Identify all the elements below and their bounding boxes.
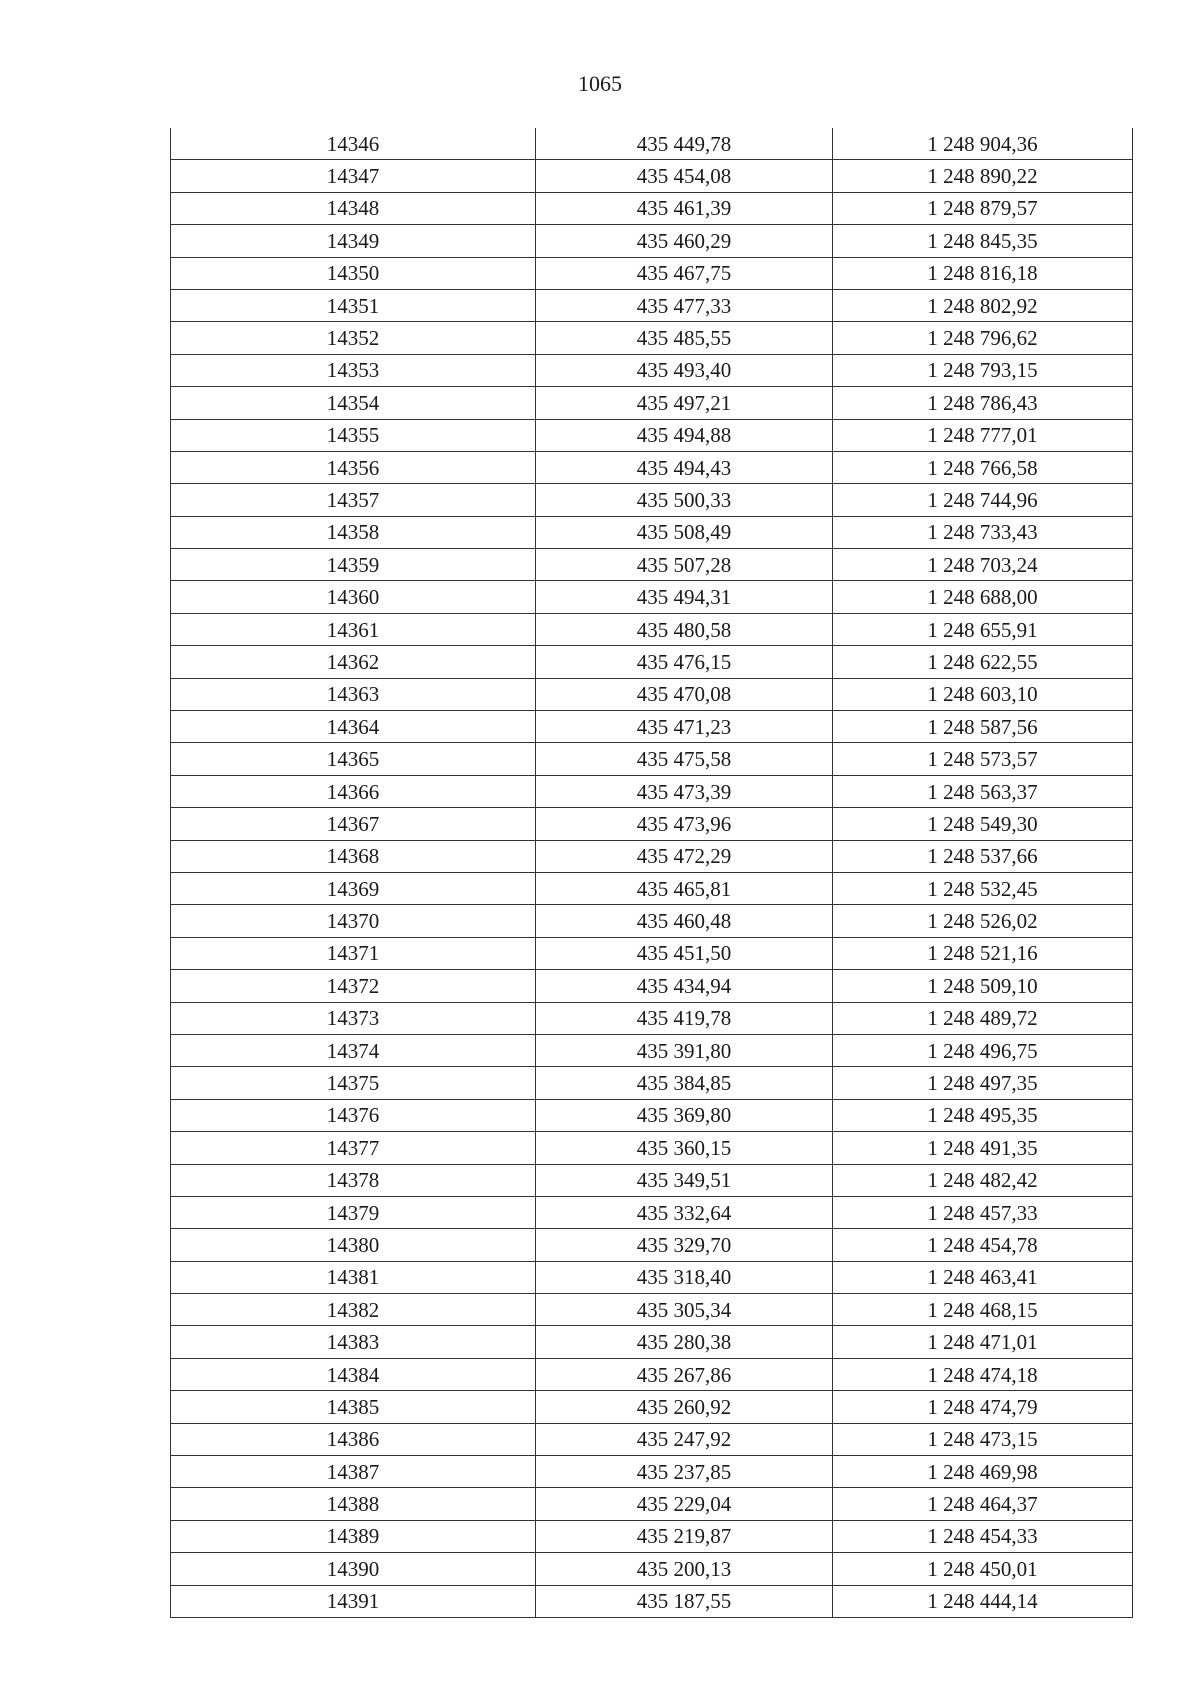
y-coordinate-cell: 1 248 496,75: [833, 1034, 1133, 1066]
point-number-cell: 14383: [171, 1326, 536, 1358]
table-row: [171, 484, 1133, 516]
y-coordinate-cell: 1 248 655,91: [833, 613, 1133, 645]
point-number-cell: 14376: [171, 1099, 536, 1131]
point-number-cell: 14362: [171, 646, 536, 678]
y-coordinate-cell: 1 248 473,15: [833, 1423, 1133, 1455]
x-coordinate-cell: 435 475,58: [536, 743, 833, 775]
point-number-cell: 14368: [171, 840, 536, 872]
table-row: [171, 646, 1133, 678]
y-coordinate-cell: 1 248 744,96: [833, 484, 1133, 516]
table-row: [171, 1067, 1133, 1099]
y-coordinate-cell: 1 248 563,37: [833, 775, 1133, 807]
x-coordinate-cell: 435 187,55: [536, 1585, 833, 1617]
point-number-cell: 14371: [171, 937, 536, 969]
table-row: [171, 1553, 1133, 1585]
x-coordinate-cell: 435 507,28: [536, 549, 833, 581]
point-number-cell: 14373: [171, 1002, 536, 1034]
table-row: [171, 1456, 1133, 1488]
page-number: 1065: [578, 71, 622, 96]
table-row: [171, 840, 1133, 872]
table-row: [171, 581, 1133, 613]
point-number-cell: 14355: [171, 419, 536, 451]
point-number-cell: 14364: [171, 711, 536, 743]
x-coordinate-cell: 435 472,29: [536, 840, 833, 872]
point-number-cell: 14358: [171, 516, 536, 548]
table-row: [171, 905, 1133, 937]
x-coordinate-cell: 435 480,58: [536, 613, 833, 645]
x-coordinate-cell: 435 460,48: [536, 905, 833, 937]
y-coordinate-cell: 1 248 491,35: [833, 1132, 1133, 1164]
x-coordinate-cell: 435 477,33: [536, 289, 833, 321]
point-number-cell: 14346: [171, 128, 536, 160]
x-coordinate-cell: 435 460,29: [536, 225, 833, 257]
y-coordinate-cell: 1 248 537,66: [833, 840, 1133, 872]
x-coordinate-cell: 435 219,87: [536, 1520, 833, 1552]
x-coordinate-cell: 435 267,86: [536, 1358, 833, 1390]
table-row: [171, 970, 1133, 1002]
table-row: [171, 1488, 1133, 1520]
point-number-cell: 14380: [171, 1229, 536, 1261]
table-row: [171, 516, 1133, 548]
point-number-cell: 14367: [171, 808, 536, 840]
point-number-cell: 14372: [171, 970, 536, 1002]
x-coordinate-cell: 435 465,81: [536, 872, 833, 904]
table-row: [171, 711, 1133, 743]
table-row: [171, 1196, 1133, 1228]
point-number-cell: 14378: [171, 1164, 536, 1196]
y-coordinate-cell: 1 248 532,45: [833, 872, 1133, 904]
point-number-cell: 14386: [171, 1423, 536, 1455]
y-coordinate-cell: 1 248 457,33: [833, 1196, 1133, 1228]
table-row: [171, 354, 1133, 386]
table-row: [171, 743, 1133, 775]
y-coordinate-cell: 1 248 688,00: [833, 581, 1133, 613]
y-coordinate-cell: 1 248 904,36: [833, 128, 1133, 160]
x-coordinate-cell: 435 369,80: [536, 1099, 833, 1131]
table-row: [171, 1520, 1133, 1552]
point-number-cell: 14351: [171, 289, 536, 321]
x-coordinate-cell: 435 494,43: [536, 451, 833, 483]
x-coordinate-cell: 435 461,39: [536, 192, 833, 224]
x-coordinate-cell: 435 200,13: [536, 1553, 833, 1585]
table-row: [171, 1099, 1133, 1131]
point-number-cell: 14347: [171, 160, 536, 192]
x-coordinate-cell: 435 260,92: [536, 1391, 833, 1423]
y-coordinate-cell: 1 248 450,01: [833, 1553, 1133, 1585]
point-number-cell: 14390: [171, 1553, 536, 1585]
y-coordinate-cell: 1 248 802,92: [833, 289, 1133, 321]
table-row: [171, 1391, 1133, 1423]
x-coordinate-cell: 435 332,64: [536, 1196, 833, 1228]
y-coordinate-cell: 1 248 471,01: [833, 1326, 1133, 1358]
point-number-cell: 14387: [171, 1456, 536, 1488]
table-row: [171, 613, 1133, 645]
x-coordinate-cell: 435 318,40: [536, 1261, 833, 1293]
point-number-cell: 14377: [171, 1132, 536, 1164]
point-number-cell: 14388: [171, 1488, 536, 1520]
point-number-cell: 14379: [171, 1196, 536, 1228]
y-coordinate-cell: 1 248 733,43: [833, 516, 1133, 548]
table-row: [171, 289, 1133, 321]
x-coordinate-cell: 435 349,51: [536, 1164, 833, 1196]
x-coordinate-cell: 435 497,21: [536, 387, 833, 419]
coordinates-table: [170, 128, 1133, 1618]
table-row: [171, 1002, 1133, 1034]
table-row: [171, 808, 1133, 840]
point-number-cell: 14369: [171, 872, 536, 904]
y-coordinate-cell: 1 248 474,18: [833, 1358, 1133, 1390]
table-row: [171, 419, 1133, 451]
x-coordinate-cell: 435 470,08: [536, 678, 833, 710]
x-coordinate-cell: 435 451,50: [536, 937, 833, 969]
y-coordinate-cell: 1 248 497,35: [833, 1067, 1133, 1099]
point-number-cell: 14353: [171, 354, 536, 386]
y-coordinate-cell: 1 248 793,15: [833, 354, 1133, 386]
point-number-cell: 14384: [171, 1358, 536, 1390]
point-number-cell: 14370: [171, 905, 536, 937]
table-row: [171, 775, 1133, 807]
table-row: [171, 872, 1133, 904]
x-coordinate-cell: 435 494,88: [536, 419, 833, 451]
x-coordinate-cell: 435 473,39: [536, 775, 833, 807]
y-coordinate-cell: 1 248 816,18: [833, 257, 1133, 289]
y-coordinate-cell: 1 248 454,33: [833, 1520, 1133, 1552]
point-number-cell: 14385: [171, 1391, 536, 1423]
point-number-cell: 14365: [171, 743, 536, 775]
x-coordinate-cell: 435 280,38: [536, 1326, 833, 1358]
y-coordinate-cell: 1 248 469,98: [833, 1456, 1133, 1488]
table-row: [171, 1294, 1133, 1326]
point-number-cell: 14348: [171, 192, 536, 224]
table-row: [171, 1229, 1133, 1261]
x-coordinate-cell: 435 360,15: [536, 1132, 833, 1164]
table-row: [171, 1164, 1133, 1196]
y-coordinate-cell: 1 248 521,16: [833, 937, 1133, 969]
y-coordinate-cell: 1 248 890,22: [833, 160, 1133, 192]
x-coordinate-cell: 435 476,15: [536, 646, 833, 678]
y-coordinate-cell: 1 248 845,35: [833, 225, 1133, 257]
y-coordinate-cell: 1 248 482,42: [833, 1164, 1133, 1196]
table-row: [171, 160, 1133, 192]
y-coordinate-cell: 1 248 786,43: [833, 387, 1133, 419]
table-row: [171, 1423, 1133, 1455]
x-coordinate-cell: 435 471,23: [536, 711, 833, 743]
point-number-cell: 14359: [171, 549, 536, 581]
table-row: [171, 937, 1133, 969]
x-coordinate-cell: 435 500,33: [536, 484, 833, 516]
table-row: [171, 451, 1133, 483]
x-coordinate-cell: 435 473,96: [536, 808, 833, 840]
y-coordinate-cell: 1 248 879,57: [833, 192, 1133, 224]
x-coordinate-cell: 435 247,92: [536, 1423, 833, 1455]
y-coordinate-cell: 1 248 509,10: [833, 970, 1133, 1002]
y-coordinate-cell: 1 248 444,14: [833, 1585, 1133, 1617]
table-row: [171, 257, 1133, 289]
table-row: [171, 1132, 1133, 1164]
x-coordinate-cell: 435 237,85: [536, 1456, 833, 1488]
x-coordinate-cell: 435 434,94: [536, 970, 833, 1002]
table-row: [171, 549, 1133, 581]
point-number-cell: 14381: [171, 1261, 536, 1293]
y-coordinate-cell: 1 248 587,56: [833, 711, 1133, 743]
y-coordinate-cell: 1 248 454,78: [833, 1229, 1133, 1261]
table-row: [171, 1358, 1133, 1390]
table-row: [171, 1034, 1133, 1066]
x-coordinate-cell: 435 494,31: [536, 581, 833, 613]
point-number-cell: 14389: [171, 1520, 536, 1552]
y-coordinate-cell: 1 248 777,01: [833, 419, 1133, 451]
y-coordinate-cell: 1 248 474,79: [833, 1391, 1133, 1423]
point-number-cell: 14352: [171, 322, 536, 354]
x-coordinate-cell: 435 467,75: [536, 257, 833, 289]
y-coordinate-cell: 1 248 463,41: [833, 1261, 1133, 1293]
table-row: [171, 387, 1133, 419]
point-number-cell: 14349: [171, 225, 536, 257]
y-coordinate-cell: 1 248 796,62: [833, 322, 1133, 354]
y-coordinate-cell: 1 248 622,55: [833, 646, 1133, 678]
x-coordinate-cell: 435 329,70: [536, 1229, 833, 1261]
table-row: [171, 225, 1133, 257]
y-coordinate-cell: 1 248 526,02: [833, 905, 1133, 937]
table-row: [171, 678, 1133, 710]
table-row: [171, 128, 1133, 160]
point-number-cell: 14350: [171, 257, 536, 289]
x-coordinate-cell: 435 391,80: [536, 1034, 833, 1066]
point-number-cell: 14363: [171, 678, 536, 710]
y-coordinate-cell: 1 248 603,10: [833, 678, 1133, 710]
point-number-cell: 14354: [171, 387, 536, 419]
x-coordinate-cell: 435 419,78: [536, 1002, 833, 1034]
x-coordinate-cell: 435 454,08: [536, 160, 833, 192]
x-coordinate-cell: 435 493,40: [536, 354, 833, 386]
x-coordinate-cell: 435 485,55: [536, 322, 833, 354]
point-number-cell: 14356: [171, 451, 536, 483]
point-number-cell: 14357: [171, 484, 536, 516]
x-coordinate-cell: 435 449,78: [536, 128, 833, 160]
x-coordinate-cell: 435 229,04: [536, 1488, 833, 1520]
point-number-cell: 14361: [171, 613, 536, 645]
coordinates-table-body: [171, 128, 1133, 1617]
y-coordinate-cell: 1 248 766,58: [833, 451, 1133, 483]
y-coordinate-cell: 1 248 464,37: [833, 1488, 1133, 1520]
y-coordinate-cell: 1 248 573,57: [833, 743, 1133, 775]
x-coordinate-cell: 435 305,34: [536, 1294, 833, 1326]
point-number-cell: 14382: [171, 1294, 536, 1326]
point-number-cell: 14360: [171, 581, 536, 613]
point-number-cell: 14375: [171, 1067, 536, 1099]
y-coordinate-cell: 1 248 549,30: [833, 808, 1133, 840]
y-coordinate-cell: 1 248 468,15: [833, 1294, 1133, 1326]
table-row: [171, 192, 1133, 224]
table-row: [171, 1585, 1133, 1617]
table-row: [171, 1326, 1133, 1358]
table-row: [171, 322, 1133, 354]
point-number-cell: 14391: [171, 1585, 536, 1617]
y-coordinate-cell: 1 248 495,35: [833, 1099, 1133, 1131]
table-row: [171, 1261, 1133, 1293]
point-number-cell: 14374: [171, 1034, 536, 1066]
y-coordinate-cell: 1 248 489,72: [833, 1002, 1133, 1034]
x-coordinate-cell: 435 508,49: [536, 516, 833, 548]
y-coordinate-cell: 1 248 703,24: [833, 549, 1133, 581]
point-number-cell: 14366: [171, 775, 536, 807]
x-coordinate-cell: 435 384,85: [536, 1067, 833, 1099]
